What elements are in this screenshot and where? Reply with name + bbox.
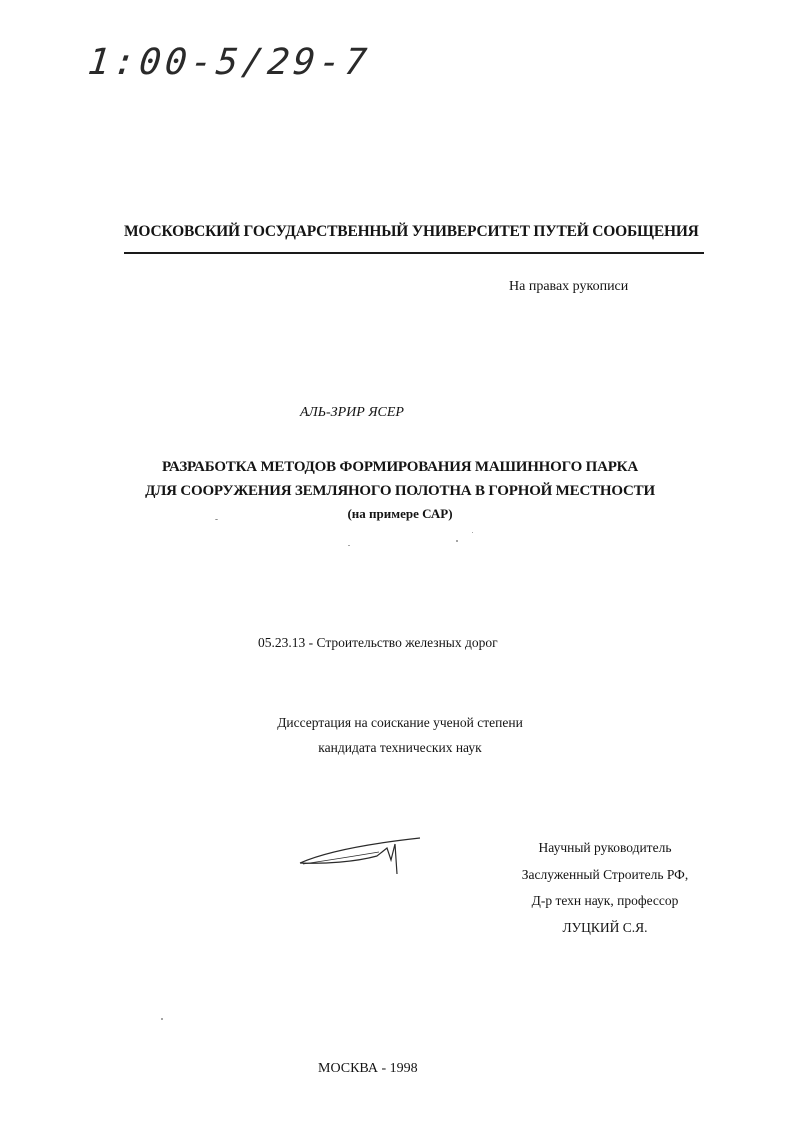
scan-speck xyxy=(161,1018,163,1020)
scan-speck xyxy=(348,545,350,546)
manuscript-note: На правах рукописи xyxy=(509,279,629,294)
supervisor-role: Научный руководитель xyxy=(538,840,672,855)
scan-speck xyxy=(472,532,473,533)
thesis-title xyxy=(120,455,680,525)
scan-speck xyxy=(215,519,218,520)
title-line-2: ДЛЯ СООРУЖЕНИЯ ЗЕМЛЯНОГО ПОЛОТНА В ГОРНОЙ МЕСТНОСТИ xyxy=(145,483,655,499)
signature-scribble xyxy=(295,830,435,880)
supervisor-credentials: Д-р техн наук, профессор xyxy=(531,893,679,908)
city-year: МОСКВА - 1998 xyxy=(318,1061,418,1076)
supervisor-info xyxy=(500,835,710,941)
header-divider xyxy=(124,252,704,254)
supervisor-name: ЛУЦКИЙ С.Я. xyxy=(562,919,648,935)
degree-line-1: Диссертация на соискание ученой степени xyxy=(277,715,523,730)
archive-code: 1:00-5/29-7 xyxy=(85,42,373,83)
degree-statement xyxy=(255,710,545,760)
scan-speck xyxy=(456,540,458,542)
title-line-1: РАЗРАБОТКА МЕТОДОВ ФОРМИРОВАНИЯ МАШИННОГО ПАРКА xyxy=(162,459,638,475)
university-name: МОСКОВСКИЙ ГОСУДАРСТВЕННЫЙ УНИВЕРСИТЕТ ПУТЕЙ СООБЩЕНИЯ xyxy=(124,223,699,240)
degree-line-2: кандидата технических наук xyxy=(318,740,482,755)
author-name: АЛЬ-ЗРИР ЯСЕР xyxy=(300,405,404,420)
supervisor-honor: Заслуженный Строитель РФ, xyxy=(521,866,689,882)
title-subtitle: (на примере САР) xyxy=(347,506,453,521)
specialty-code: 05.23.13 - Строительство железных дорог xyxy=(258,635,498,650)
